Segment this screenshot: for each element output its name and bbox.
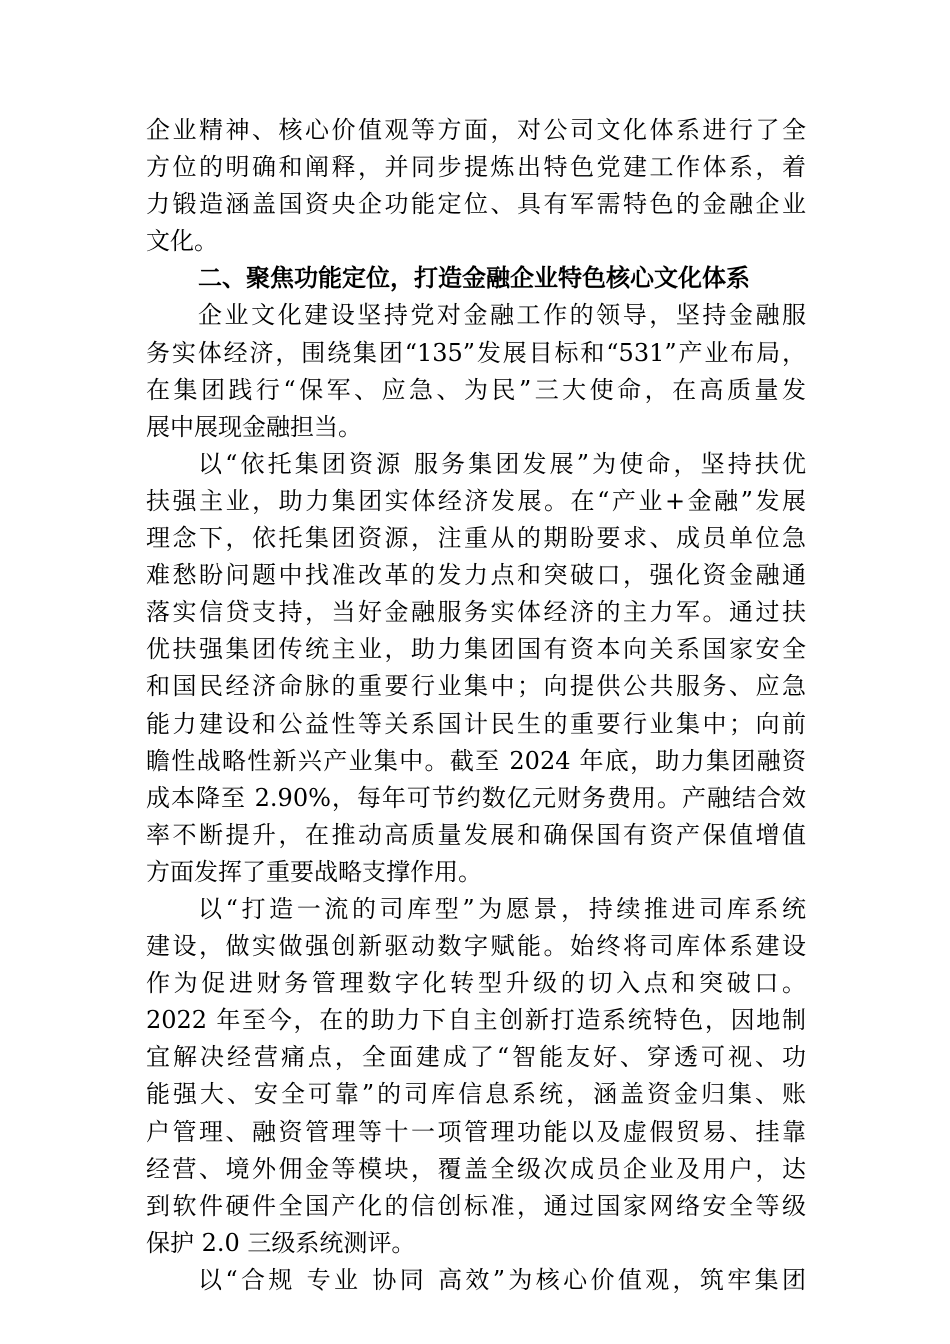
paragraph-line: 作为促进财务管理数字化转型升级的切入点和突破口。 — [146, 969, 806, 998]
paragraph-line: 到软件硬件全国产化的信创标准，通过国家网络安全等级 — [146, 1191, 806, 1220]
paragraph-line: 文化。 — [146, 227, 218, 256]
paragraph-line: 瞻性战略性新兴产业集中。截至 2024 年底，助力集团融资 — [146, 746, 806, 775]
paragraph-line: 和国民经济命脉的重要行业集中；向提供公共服务、应急 — [146, 672, 806, 701]
paragraph-line: 方位的明确和阐释，并同步提炼出特色党建工作体系，着 — [146, 153, 806, 182]
paragraph-line: 建设，做实做强创新驱动数字赋能。始终将司库体系建设 — [146, 932, 806, 961]
paragraph-line: 务实体经济，围绕集团“135”发展目标和“531”产业布局， — [146, 338, 806, 367]
paragraph-line: 宜解决经营痛点，全面建成了“智能友好、穿透可视、功 — [146, 1043, 806, 1072]
paragraph-line: 保护 2.0 三级系统测评。 — [146, 1228, 416, 1257]
paragraph-line: 企业精神、核心价值观等方面，对公司文化体系进行了全 — [146, 116, 806, 144]
paragraph-line: 2022 年至今，在的助力下自主创新打造系统特色，因地制 — [146, 1006, 806, 1035]
paragraph-line: 以“依托集团资源 服务集团发展”为使命，坚持扶优 — [198, 449, 806, 478]
section-heading: 二、聚焦功能定位，打造金融企业特色核心文化体系 — [198, 264, 750, 293]
paragraph-line: 率不断提升，在推动高质量发展和确保国有资产保值增值 — [146, 820, 806, 849]
document-page — [146, 112, 806, 1299]
paragraph-line: 方面发挥了重要战略支撑作用。 — [146, 857, 482, 886]
paragraph-line: 力锻造涵盖国资央企功能定位、具有军需特色的金融企业 — [146, 190, 806, 219]
paragraph-line: 能强大、安全可靠”的司库信息系统，涵盖资金归集、账 — [146, 1080, 806, 1109]
paragraph-line: 落实信贷支持，当好金融服务实体经济的主力军。通过扶 — [146, 598, 806, 627]
paragraph-line: 展中展现金融担当。 — [146, 412, 362, 441]
paragraph-line: 理念下，依托集团资源，注重从的期盼要求、成员单位急 — [146, 524, 806, 553]
paragraph-line: 户管理、融资管理等十一项管理功能以及虚假贸易、挂靠 — [146, 1117, 806, 1146]
paragraph-line: 成本降至 2.90%，每年可节约数亿元财务费用。产融结合效 — [146, 783, 806, 812]
paragraph-line: 企业文化建设坚持党对金融工作的领导，坚持金融服 — [198, 301, 806, 330]
paragraph-line: 能力建设和公益性等关系国计民生的重要行业集中；向前 — [146, 709, 806, 738]
paragraph-line: 以“合规 专业 协同 高效”为核心价值观，筑牢集团 — [198, 1265, 806, 1294]
paragraph-line: 扶强主业，助力集团实体经济发展。在“产业+金融”发展 — [146, 486, 806, 515]
paragraph-line: 以“打造一流的司库型”为愿景，持续推进司库系统 — [198, 894, 806, 923]
paragraph-line: 难愁盼问题中找准改革的发力点和突破口，强化资金融通 — [146, 561, 806, 590]
paragraph-line: 在集团践行“保军、应急、为民”三大使命，在高质量发 — [146, 375, 806, 404]
paragraph-line: 经营、境外佣金等模块，覆盖全级次成员企业及用户，达 — [146, 1154, 806, 1183]
paragraph-line: 优扶强集团传统主业，助力集团国有资本向关系国家安全 — [146, 635, 806, 664]
